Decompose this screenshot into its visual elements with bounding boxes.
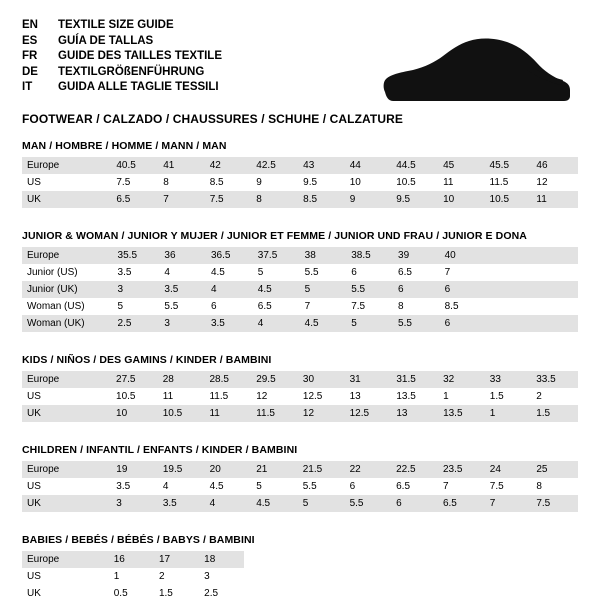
table-cell: 5 xyxy=(346,315,393,332)
table-cell: 8 xyxy=(251,191,298,208)
table-cell: 1 xyxy=(485,405,531,422)
table-cell: 4 xyxy=(159,264,206,281)
language-code: DE xyxy=(22,65,38,78)
table-cell: 6.5 xyxy=(111,191,158,208)
table-cell-empty xyxy=(532,247,578,264)
table-cell: 5.5 xyxy=(345,495,392,512)
table-cell-empty xyxy=(486,315,532,332)
table-cell: 3.5 xyxy=(111,478,158,495)
table-cell: 31 xyxy=(345,371,392,388)
table-cell: 33 xyxy=(485,371,531,388)
table-cell: 32 xyxy=(438,371,485,388)
table-cell: 1 xyxy=(438,388,485,405)
table-cell: 37.5 xyxy=(253,247,300,264)
table-cell: 13 xyxy=(391,405,438,422)
size-table-junior-woman xyxy=(22,247,578,332)
table-cell: 35.5 xyxy=(113,247,160,264)
table-cell: 11 xyxy=(531,191,578,208)
row-label: UK xyxy=(22,585,109,602)
table-cell: 44 xyxy=(345,157,391,174)
table-cell: 6 xyxy=(206,298,253,315)
row-label: UK xyxy=(22,405,111,422)
table-cell: 3 xyxy=(159,315,206,332)
table-cell: 12.5 xyxy=(298,388,345,405)
table-cell: 42 xyxy=(205,157,252,174)
table-cell: 1.5 xyxy=(485,388,531,405)
table-cell: 5.5 xyxy=(298,478,345,495)
size-table-kids xyxy=(22,371,578,422)
row-label: UK xyxy=(22,191,111,208)
table-cell: 4.5 xyxy=(205,478,252,495)
table-row xyxy=(22,551,244,568)
language-label: TEXTILGRÖßENFÜHRUNG xyxy=(58,65,205,78)
table-cell: 5 xyxy=(298,495,345,512)
table-cell: 7 xyxy=(158,191,204,208)
language-title-list xyxy=(22,18,222,96)
table-cell: 22.5 xyxy=(391,461,438,478)
table-cell: 31.5 xyxy=(391,371,438,388)
table-cell-empty xyxy=(532,264,578,281)
table-cell: 2.5 xyxy=(199,585,244,602)
row-label: US xyxy=(22,174,111,191)
table-row xyxy=(22,585,244,602)
table-cell: 1.5 xyxy=(154,585,199,602)
table-cell-empty xyxy=(486,298,532,315)
table-cell: 17 xyxy=(154,551,199,568)
table-cell: 10.5 xyxy=(391,174,438,191)
language-title-body xyxy=(22,18,222,96)
table-cell: 4 xyxy=(205,495,252,512)
table-cell: 7.5 xyxy=(346,298,393,315)
row-label: Europe xyxy=(22,371,111,388)
table-cell: 11 xyxy=(438,174,484,191)
table-cell: 43 xyxy=(298,157,345,174)
table-cell: 3.5 xyxy=(159,281,206,298)
table-cell: 16 xyxy=(109,551,154,568)
table-cell: 8 xyxy=(393,298,440,315)
table-cell: 12.5 xyxy=(345,405,392,422)
table-cell: 5 xyxy=(251,478,298,495)
language-row xyxy=(22,80,222,96)
table-cell: 6.5 xyxy=(391,478,438,495)
table-cell: 21 xyxy=(251,461,298,478)
table-cell: 10.5 xyxy=(111,388,158,405)
table-cell: 8.5 xyxy=(298,191,345,208)
section-title: CHILDREN / INFANTIL / ENFANTS / KINDER / BAMBINI xyxy=(22,444,298,456)
table-cell: 11.5 xyxy=(204,388,251,405)
table-cell: 6 xyxy=(440,281,487,298)
table-cell: 46 xyxy=(531,157,578,174)
section-junior-woman xyxy=(22,230,578,332)
table-cell: 10.5 xyxy=(158,405,205,422)
row-label: UK xyxy=(22,495,111,512)
table-cell-empty xyxy=(532,281,578,298)
table-cell: 8 xyxy=(531,478,578,495)
table-cell-empty xyxy=(486,247,532,264)
table-cell: 11.5 xyxy=(251,405,298,422)
language-code: IT xyxy=(22,81,33,93)
table-cell: 19.5 xyxy=(158,461,205,478)
table-cell: 7 xyxy=(440,264,487,281)
section-title: BABIES / BEBÉS / BÉBÉS / BABYS / BAMBINI xyxy=(22,534,255,546)
table-cell: 28 xyxy=(158,371,205,388)
size-table-babies xyxy=(22,551,244,602)
table-row xyxy=(22,315,578,332)
table-cell: 10.5 xyxy=(485,191,532,208)
table-cell: 6 xyxy=(393,281,440,298)
table-cell: 1 xyxy=(109,568,154,585)
table-cell: 5.5 xyxy=(346,281,393,298)
table-cell: 3 xyxy=(199,568,244,585)
table-cell: 5.5 xyxy=(300,264,347,281)
section-man xyxy=(22,140,578,208)
section-kids xyxy=(22,354,578,422)
language-row xyxy=(22,65,222,81)
table-cell: 9.5 xyxy=(298,174,345,191)
table-cell: 38.5 xyxy=(346,247,393,264)
table-row xyxy=(22,405,578,422)
table-cell: 11.5 xyxy=(485,174,532,191)
table-cell: 18 xyxy=(199,551,244,568)
table-cell: 0.5 xyxy=(109,585,154,602)
table-cell: 45 xyxy=(438,157,484,174)
table-cell: 38 xyxy=(300,247,347,264)
table-cell: 4 xyxy=(253,315,300,332)
table-cell: 5 xyxy=(253,264,300,281)
table-cell: 7.5 xyxy=(485,478,532,495)
section-title: MAN / HOMBRE / HOMME / MANN / MAN xyxy=(22,140,227,152)
table-cell: 11 xyxy=(204,405,251,422)
table-cell: 7.5 xyxy=(111,174,158,191)
table-cell: 10 xyxy=(111,405,158,422)
language-label: GUÍA DE TALLAS xyxy=(58,34,154,47)
table-cell: 28.5 xyxy=(204,371,251,388)
table-cell: 24 xyxy=(485,461,532,478)
table-cell: 4.5 xyxy=(251,495,298,512)
footwear-title: FOOTWEAR / CALZADO / CHAUSSURES / SCHUHE / CALZATURE xyxy=(22,111,403,126)
table-cell: 3.5 xyxy=(158,495,205,512)
table-cell: 9 xyxy=(345,191,391,208)
language-row xyxy=(22,18,222,34)
table-cell: 40 xyxy=(440,247,487,264)
table-cell: 39 xyxy=(393,247,440,264)
table-cell: 44.5 xyxy=(391,157,438,174)
table-cell: 13.5 xyxy=(391,388,438,405)
table-row xyxy=(22,461,578,478)
row-label: Woman (UK) xyxy=(22,315,113,332)
row-label: Woman (US) xyxy=(22,298,113,315)
table-cell: 6.5 xyxy=(253,298,300,315)
section-title: KIDS / NIÑOS / DES GAMINS / KINDER / BAMBINI xyxy=(22,354,272,366)
table-cell-empty xyxy=(486,264,532,281)
row-label: US xyxy=(22,568,109,585)
table-cell: 8.5 xyxy=(440,298,487,315)
language-row xyxy=(22,34,222,50)
table-cell: 5.5 xyxy=(393,315,440,332)
table-row xyxy=(22,247,578,264)
table-row xyxy=(22,568,244,585)
table-row xyxy=(22,174,578,191)
table-cell: 36 xyxy=(159,247,206,264)
language-code: ES xyxy=(22,34,38,47)
table-cell: 45.5 xyxy=(485,157,532,174)
table-cell: 23.5 xyxy=(438,461,485,478)
table-row xyxy=(22,157,578,174)
row-label: Junior (US) xyxy=(22,264,113,281)
table-cell: 1.5 xyxy=(531,405,578,422)
table-cell: 27.5 xyxy=(111,371,158,388)
table-cell: 4.5 xyxy=(253,281,300,298)
table-cell: 5 xyxy=(300,281,347,298)
table-cell: 25 xyxy=(531,461,578,478)
table-cell: 6 xyxy=(346,264,393,281)
table-cell: 9 xyxy=(251,174,298,191)
table-cell: 6 xyxy=(345,478,392,495)
table-cell: 19 xyxy=(111,461,158,478)
table-row xyxy=(22,298,578,315)
table-cell: 12 xyxy=(298,405,345,422)
table-cell: 5.5 xyxy=(159,298,206,315)
language-label: GUIDA ALLE TAGLIE TESSILI xyxy=(58,81,219,93)
table-cell: 2 xyxy=(154,568,199,585)
table-cell: 7.5 xyxy=(205,191,252,208)
table-cell: 6 xyxy=(440,315,487,332)
table-cell: 21.5 xyxy=(298,461,345,478)
page-header xyxy=(22,18,578,126)
table-cell: 8 xyxy=(158,174,204,191)
row-label: Europe xyxy=(22,247,113,264)
table-cell: 7 xyxy=(438,478,485,495)
row-label: US xyxy=(22,478,111,495)
table-cell: 33.5 xyxy=(531,371,578,388)
table-cell: 3.5 xyxy=(113,264,160,281)
table-cell: 3 xyxy=(113,281,160,298)
table-cell: 29.5 xyxy=(251,371,298,388)
table-cell: 9.5 xyxy=(391,191,438,208)
table-cell: 40.5 xyxy=(111,157,158,174)
table-cell: 4.5 xyxy=(300,315,347,332)
table-cell: 2.5 xyxy=(113,315,160,332)
table-row xyxy=(22,371,578,388)
table-cell: 4 xyxy=(158,478,205,495)
section-title: JUNIOR & WOMAN / JUNIOR Y MUJER / JUNIOR ET FEMME / JUNIOR UND FRAU / JUNIOR E DONA xyxy=(22,230,527,242)
table-cell: 3 xyxy=(111,495,158,512)
table-row xyxy=(22,478,578,495)
table-cell: 36.5 xyxy=(206,247,253,264)
table-cell: 12 xyxy=(251,388,298,405)
language-label: GUIDE DES TAILLES TEXTILE xyxy=(58,50,222,62)
table-cell: 6.5 xyxy=(393,264,440,281)
section-children xyxy=(22,444,578,512)
table-cell: 20 xyxy=(205,461,252,478)
table-cell: 6.5 xyxy=(438,495,485,512)
language-label: TEXTILE SIZE GUIDE xyxy=(58,19,174,31)
table-row xyxy=(22,281,578,298)
table-cell: 7 xyxy=(485,495,532,512)
table-cell: 7 xyxy=(300,298,347,315)
table-cell: 42.5 xyxy=(251,157,298,174)
table-cell: 13.5 xyxy=(438,405,485,422)
row-label: Europe xyxy=(22,551,109,568)
language-row xyxy=(22,49,222,65)
table-cell: 22 xyxy=(345,461,392,478)
table-cell: 41 xyxy=(158,157,204,174)
row-label: Europe xyxy=(22,157,111,174)
table-cell: 4.5 xyxy=(206,264,253,281)
table-cell: 5 xyxy=(113,298,160,315)
table-cell-empty xyxy=(532,298,578,315)
table-cell: 30 xyxy=(298,371,345,388)
table-cell: 8.5 xyxy=(205,174,252,191)
table-row xyxy=(22,388,578,405)
row-label: US xyxy=(22,388,111,405)
table-row xyxy=(22,191,578,208)
dress-shoe-icon xyxy=(377,36,572,108)
table-row xyxy=(22,495,578,512)
table-cell-empty xyxy=(532,315,578,332)
table-cell: 12 xyxy=(531,174,578,191)
table-cell: 2 xyxy=(531,388,578,405)
table-cell: 7.5 xyxy=(531,495,578,512)
language-code: FR xyxy=(22,50,38,62)
table-cell: 4 xyxy=(206,281,253,298)
row-label: Junior (UK) xyxy=(22,281,113,298)
table-row xyxy=(22,264,578,281)
row-label: Europe xyxy=(22,461,111,478)
size-table-man xyxy=(22,157,578,208)
table-cell: 10 xyxy=(345,174,391,191)
table-cell-empty xyxy=(486,281,532,298)
size-table-children xyxy=(22,461,578,512)
table-cell: 11 xyxy=(158,388,205,405)
table-cell: 13 xyxy=(345,388,392,405)
table-cell: 3.5 xyxy=(206,315,253,332)
table-cell: 6 xyxy=(391,495,438,512)
table-cell: 10 xyxy=(438,191,484,208)
section-babies xyxy=(22,534,578,602)
language-code: EN xyxy=(22,19,38,31)
